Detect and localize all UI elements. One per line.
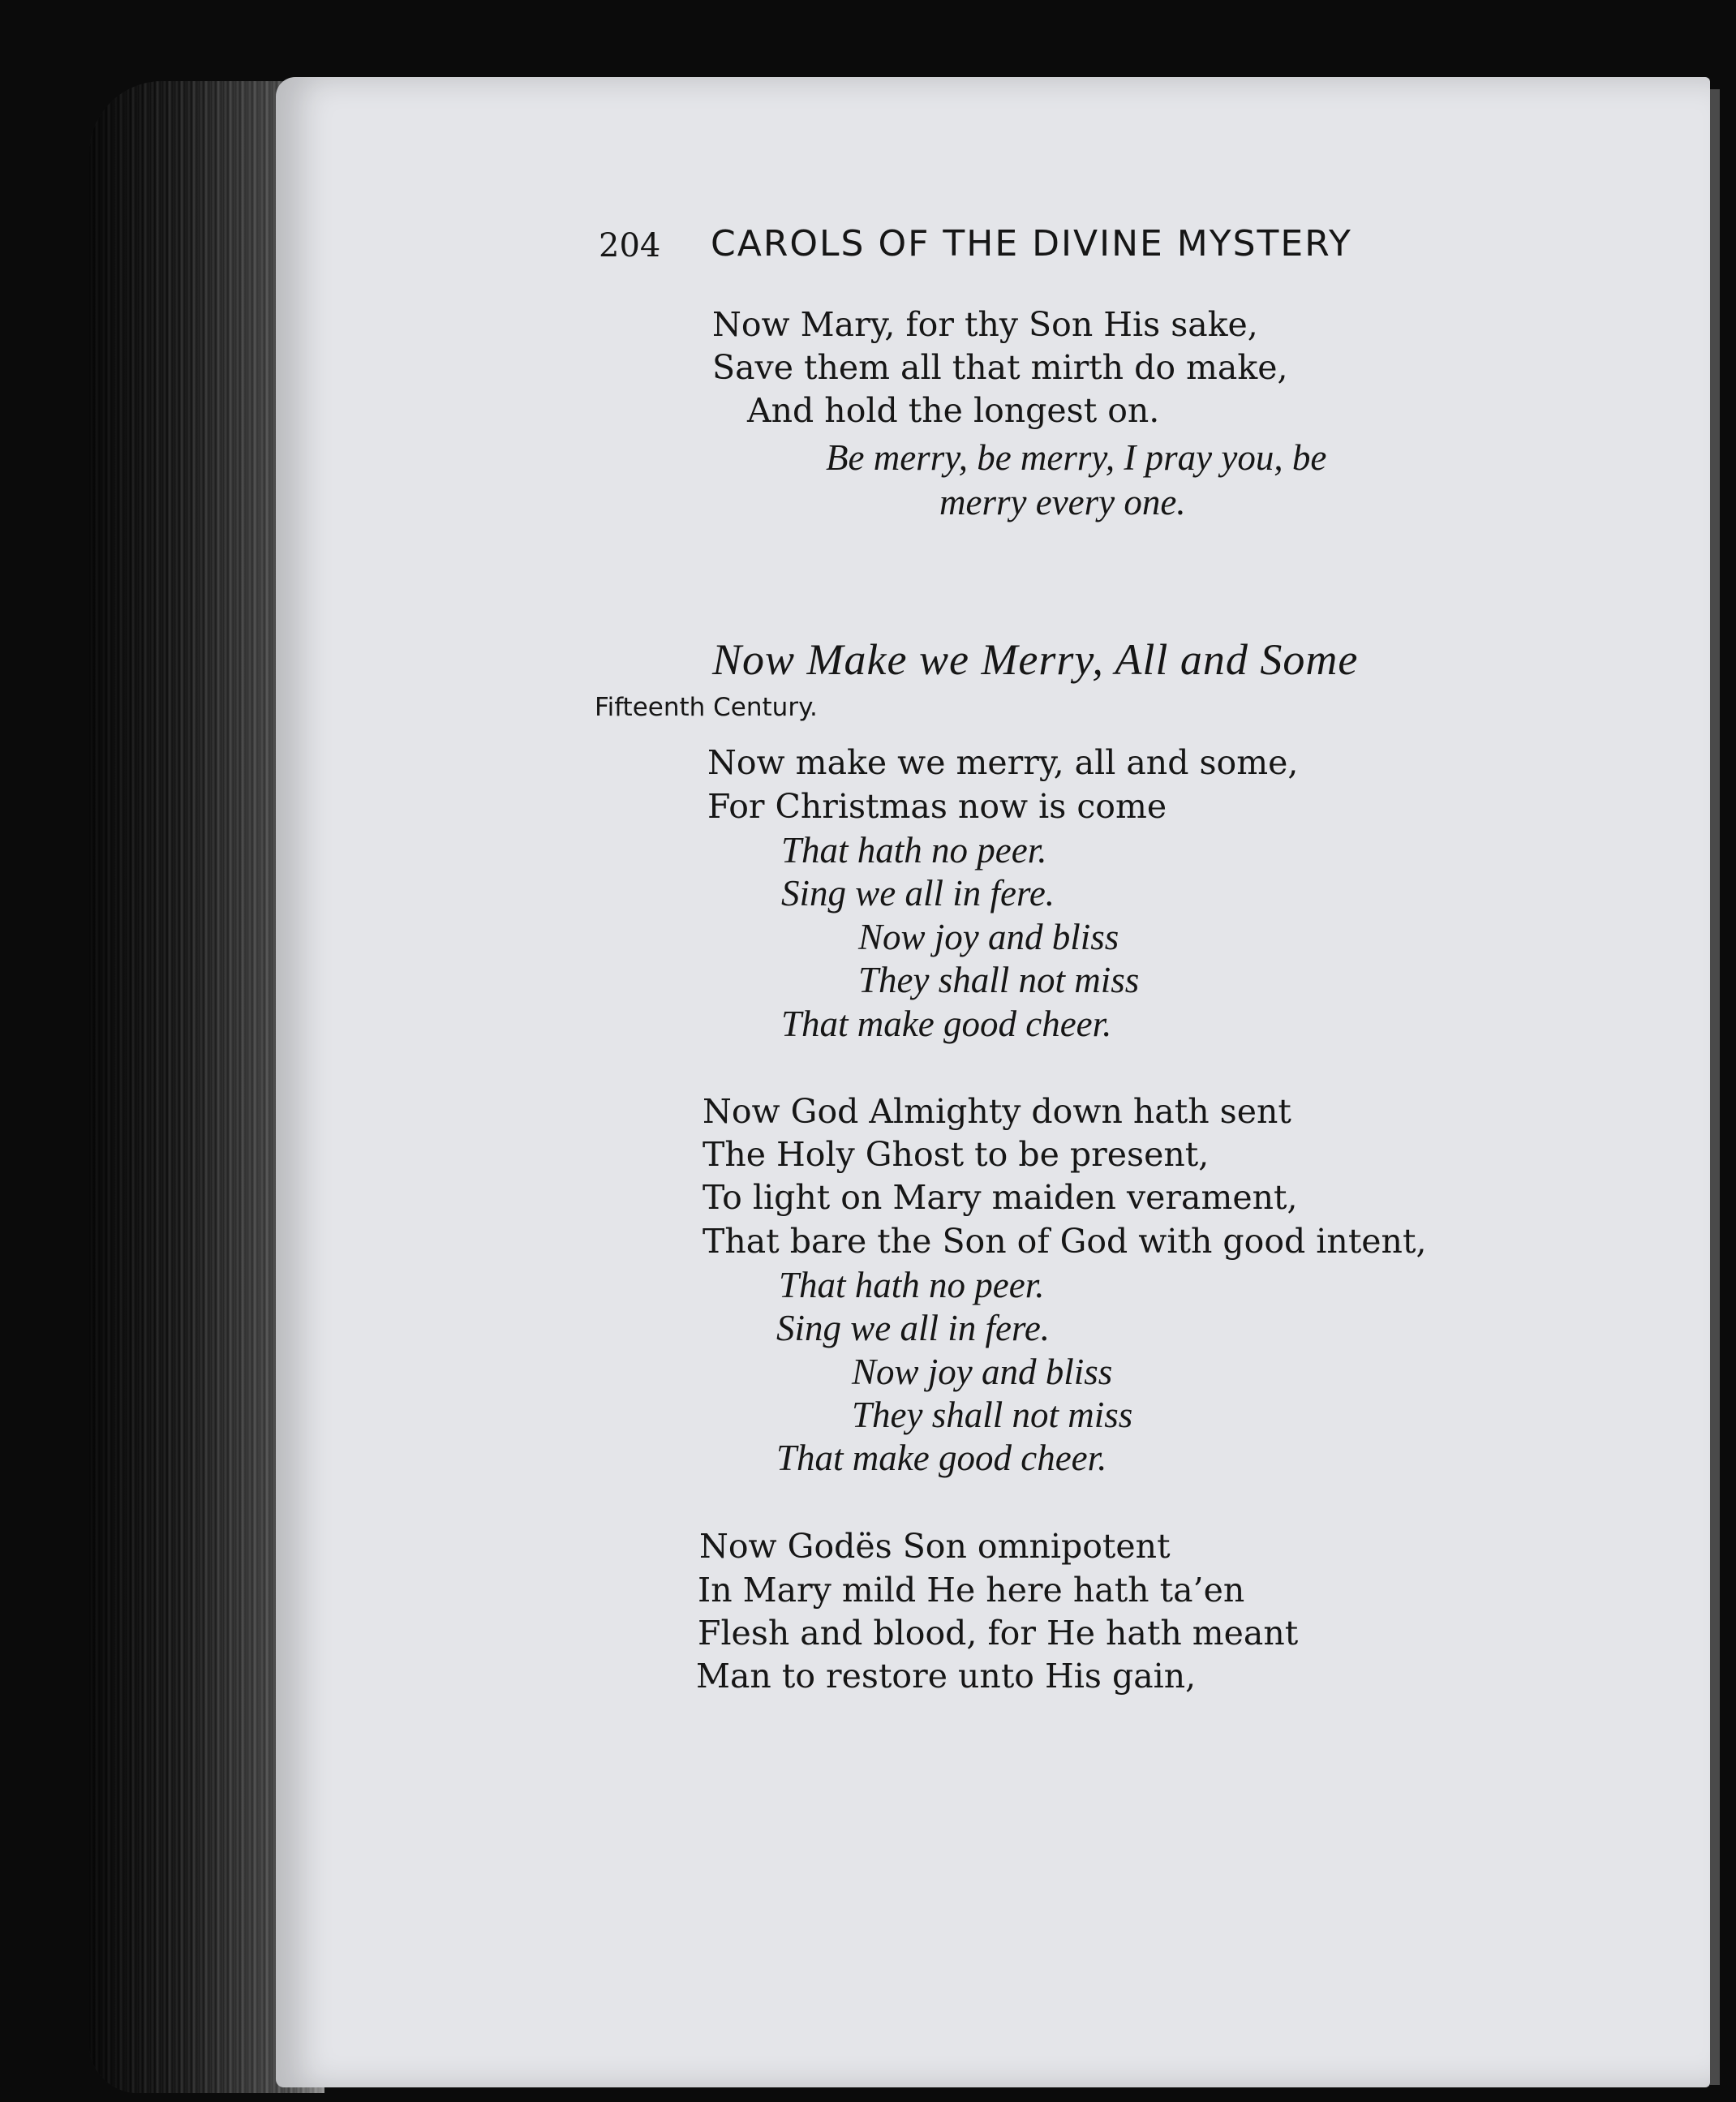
burden-line: Now joy and bliss (852, 1352, 1113, 1392)
burden-line: They shall not miss (858, 960, 1140, 1000)
burden-line: Sing we all in fere. (776, 1308, 1051, 1348)
burden-line: That make good cheer. (781, 1004, 1112, 1044)
verse-line: And hold the longest on. (747, 391, 1160, 430)
verse-line: For Christmas now is come (707, 787, 1167, 826)
refrain-line: merry every one. (939, 482, 1186, 522)
verse-line: Now God Almighty down hath sent (703, 1092, 1291, 1131)
verse-line: Now make we merry, all and some, (707, 743, 1299, 782)
carol-title: Now Make we Merry, All and Some (712, 635, 1359, 684)
carol-date: Fifteenth Century. (595, 693, 818, 722)
burden-line: Now joy and bliss (858, 917, 1119, 957)
page-number: 204 (599, 227, 661, 264)
verse-line: Now Mary, for thy Son His sake, (712, 305, 1258, 344)
verse-line: In Mary mild He here hath ta’en (698, 1571, 1245, 1610)
verse-line: To light on Mary maiden verament, (703, 1178, 1298, 1217)
running-title: CAROLS OF THE DIVINE MYSTERY (711, 223, 1352, 264)
verse-line: Man to restore unto His gain, (696, 1657, 1197, 1696)
burden-line: That hath no peer. (781, 830, 1047, 870)
verse-line: Flesh and blood, for He hath meant (698, 1614, 1299, 1653)
verse-line: The Holy Ghost to be present, (703, 1135, 1210, 1174)
refrain-line: Be merry, be merry, I pray you, be (826, 437, 1327, 478)
verse-line: Save them all that mirth do make, (712, 348, 1288, 387)
burden-line: Sing we all in fere. (781, 873, 1055, 913)
burden-line: That hath no peer. (779, 1265, 1045, 1305)
verse-line: Now Godës Son omnipotent (699, 1527, 1171, 1566)
verse-line: That bare the Son of God with good intent, (703, 1222, 1427, 1261)
right-page-edge (1710, 89, 1720, 2085)
burden-line: They shall not miss (852, 1395, 1133, 1435)
burden-line: That make good cheer. (776, 1438, 1107, 1478)
